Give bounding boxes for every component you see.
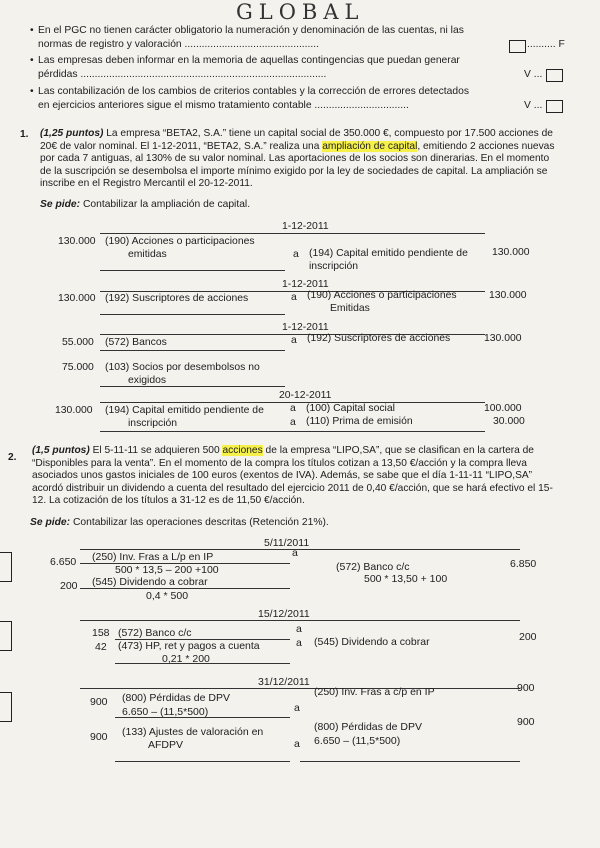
connector-a: a [296, 623, 302, 635]
margin-box [0, 621, 12, 651]
debit-account: (103) Socios por desembolsos no [105, 362, 260, 373]
credit-account: (190) Acciones o participaciones [307, 290, 457, 301]
connector-a: a [294, 702, 300, 714]
debit-account: (250) Inv. Fras a L/p en IP [92, 551, 214, 563]
debit-amount: 130.000 [58, 293, 96, 304]
bullet-2-mark: V ... [524, 69, 543, 80]
entry-date: 5/11/2011 [264, 537, 310, 549]
debit-calc: 0,4 * 500 [146, 590, 189, 602]
q1-task: Se pide: Contabilizar la ampliación de capital. [40, 199, 251, 210]
answer-box [546, 100, 563, 113]
credit-amount: 6.850 [510, 558, 537, 570]
bullet-dot: • [30, 25, 34, 36]
debit-amount: 900 [90, 731, 108, 743]
bullet-1-line-1: En el PGC no tienen carácter obligatorio la numeración y denominación de las cuentas, ni las [38, 25, 464, 36]
debit-account: (800) Pérdidas de DPV [122, 692, 230, 704]
q2-number: 2. [8, 452, 17, 463]
credit-account-cont: inscripción [309, 261, 359, 272]
bullet-dot: • [30, 86, 34, 97]
debit-amount: 55.000 [62, 337, 94, 348]
bullet-dot: • [30, 55, 34, 66]
bullet-1-line-2: normas de registro y valoración ............................................... [38, 39, 319, 50]
connector-a: a [290, 403, 296, 414]
credit-amount: 100.000 [484, 403, 522, 414]
debit-amount: 130.000 [55, 405, 93, 416]
date-line [80, 620, 520, 621]
debit-amount: 200 [60, 580, 78, 592]
date-line [80, 549, 520, 550]
debit-account: (133) Ajustes de valoración en [122, 726, 264, 738]
debit-account: (190) Acciones o participaciones [105, 236, 255, 247]
q2-statement: (1,5 puntos) El 5-11-11 se adquieren 500 acciones de la empresa “LIPO,SA”, que se clasifican en la cartera de “Disponibles para la venta”. En el momento de la compra los títulos cotizan a 13,50 €/acción y la compra lleva asociados unos gastos iniciales de 100 euros (exentos de IVA). Además, se sabe que el día 1-11-11 “LIPO,SA” acordó distribuir un dividendo a cuenta del resultado del ejercicio 2011 de 0,40 €/acción, que se hará efectivo el 15-12. La cotización de los títulos a 31-12 es de 11,50 €/acción. [32, 445, 553, 507]
q1-points: (1,25 puntos) [40, 128, 104, 139]
credit-amount: 900 [517, 682, 535, 694]
entry-line [100, 350, 285, 351]
q2-task: Se pide: Contabilizar las operaciones descritas (Retención 21%). [30, 517, 329, 528]
connector-a: a [291, 292, 297, 303]
entry-date: 15/12/2011 [258, 608, 310, 620]
margin-box [0, 692, 12, 722]
credit-account: (100) Capital social [306, 403, 395, 414]
debit-amount: 75.000 [62, 362, 94, 373]
credit-account-cont: Emitidas [330, 303, 370, 314]
margin-box [0, 552, 12, 582]
debit-account: (194) Capital emitido pendiente de [105, 405, 264, 416]
debit-account-cont: inscripción [128, 418, 178, 429]
bullet-3-line-2: en ejercicios anteriores sigue el mismo tratamiento contable ................................. [38, 100, 409, 111]
credit-account: (192) Suscriptores de acciones [307, 333, 451, 344]
debit-account: (572) Banco c/c [118, 627, 192, 639]
entry-line [300, 761, 520, 762]
answer-box [509, 40, 526, 53]
debit-amount: 158 [92, 627, 110, 639]
debit-amount: 130.000 [58, 236, 96, 247]
connector-a: a [290, 417, 296, 428]
entry-date: 31/12/2011 [258, 676, 310, 688]
connector-a: a [291, 335, 297, 346]
bullet-3-mark: V ... [524, 100, 543, 111]
debit-calc: 0,21 * 200 [162, 653, 210, 665]
q2-points: (1,5 puntos) [32, 445, 90, 456]
debit-account: (572) Bancos [105, 337, 167, 348]
bullet-1-mark: .......... F [527, 39, 565, 50]
bullet-2-line-2: pérdidas ...................................................................................... [38, 69, 327, 80]
entry-line [100, 270, 285, 271]
q1-statement: (1,25 puntos) La empresa “BETA2, S.A.” tiene un capital social de 350.000 €, compuesto por 17.500 acciones de 20€ de valor nominal. El 1-12-2011, “BETA2, S.A.” realiza una ampliación de capital, emitiendo 2 acciones nuevas por cada 7 antiguas, al 130% de su valor nominal. Las aportaciones de los socios son dinerarias. En el momento de la suscripción se desembolsa el importe mínimo exigido por la ley de sociedades de capital. La ampliación se inscribe en el Registro Mercantil el 20-12-2011. [40, 128, 555, 190]
entry-date: 20-12-2011 [279, 390, 332, 401]
debit-calc: 6.650 – (11,5*500) [122, 706, 209, 718]
q1-number: 1. [20, 129, 29, 140]
bullet-2-line-1: Las empresas deben informar en la memoria de aquellas contingencias que puedan generar [38, 55, 460, 66]
entry-line [100, 314, 285, 315]
credit-amount: 130.000 [489, 290, 527, 301]
credit-calc: 500 * 13,50 + 100 [364, 573, 448, 585]
connector-a: a [292, 547, 298, 559]
highlight: acciones [222, 445, 263, 456]
entry-date: 1-12-2011 [282, 322, 329, 333]
entry-date: 1-12-2011 [282, 279, 329, 290]
entry-line [115, 761, 290, 762]
debit-account-cont: AFDPV [148, 739, 184, 751]
credit-account: (250) Inv. Fras a c/p en IP [314, 686, 435, 698]
connector-a: a [293, 249, 299, 260]
debit-amount: 6.650 [50, 556, 77, 568]
debit-account-cont: emitidas [128, 249, 167, 260]
date-line [100, 233, 485, 234]
bullet-3-line-1: Las contabilización de los cambios de criterios contables y la corrección de errores detectados [38, 86, 469, 97]
connector-a: a [296, 637, 302, 649]
credit-amount: 130.000 [484, 333, 522, 344]
credit-account: (194) Capital emitido pendiente de [309, 248, 468, 259]
answer-box [546, 69, 563, 82]
entry-line [80, 588, 290, 589]
debit-amount: 42 [95, 641, 107, 653]
debit-account-cont: exigidos [128, 375, 167, 386]
entry-line [115, 717, 290, 718]
date-line [80, 688, 520, 689]
entry-line [80, 563, 290, 564]
credit-amount: 200 [519, 631, 537, 643]
debit-account: (192) Suscriptores de acciones [105, 293, 249, 304]
debit-calc: 500 * 13,5 – 200 +100 [115, 564, 219, 576]
credit-account: (572) Banco c/c [336, 561, 410, 573]
credit-amount: 30.000 [493, 416, 525, 427]
debit-account: (473) HP, ret y pagos a cuenta [118, 640, 260, 652]
credit-account: (545) Dividendo a cobrar [314, 636, 430, 648]
credit-calc: 6.650 – (11,5*500) [314, 735, 401, 747]
credit-account: (110) Prima de emisión [306, 416, 413, 427]
entry-date: 1-12-2011 [282, 221, 329, 232]
credit-amount: 130.000 [492, 247, 530, 258]
debit-amount: 900 [90, 696, 108, 708]
credit-amount: 900 [517, 716, 535, 728]
entry-line [100, 386, 285, 387]
debit-account: (545) Dividendo a cobrar [92, 576, 208, 588]
handwritten-title: GLOBAL [236, 0, 365, 24]
credit-account: (800) Pérdidas de DPV [314, 721, 422, 733]
connector-a: a [294, 738, 300, 750]
highlight: ampliación de capital [322, 140, 418, 152]
entry-line [100, 431, 485, 432]
entry-line [115, 663, 290, 664]
